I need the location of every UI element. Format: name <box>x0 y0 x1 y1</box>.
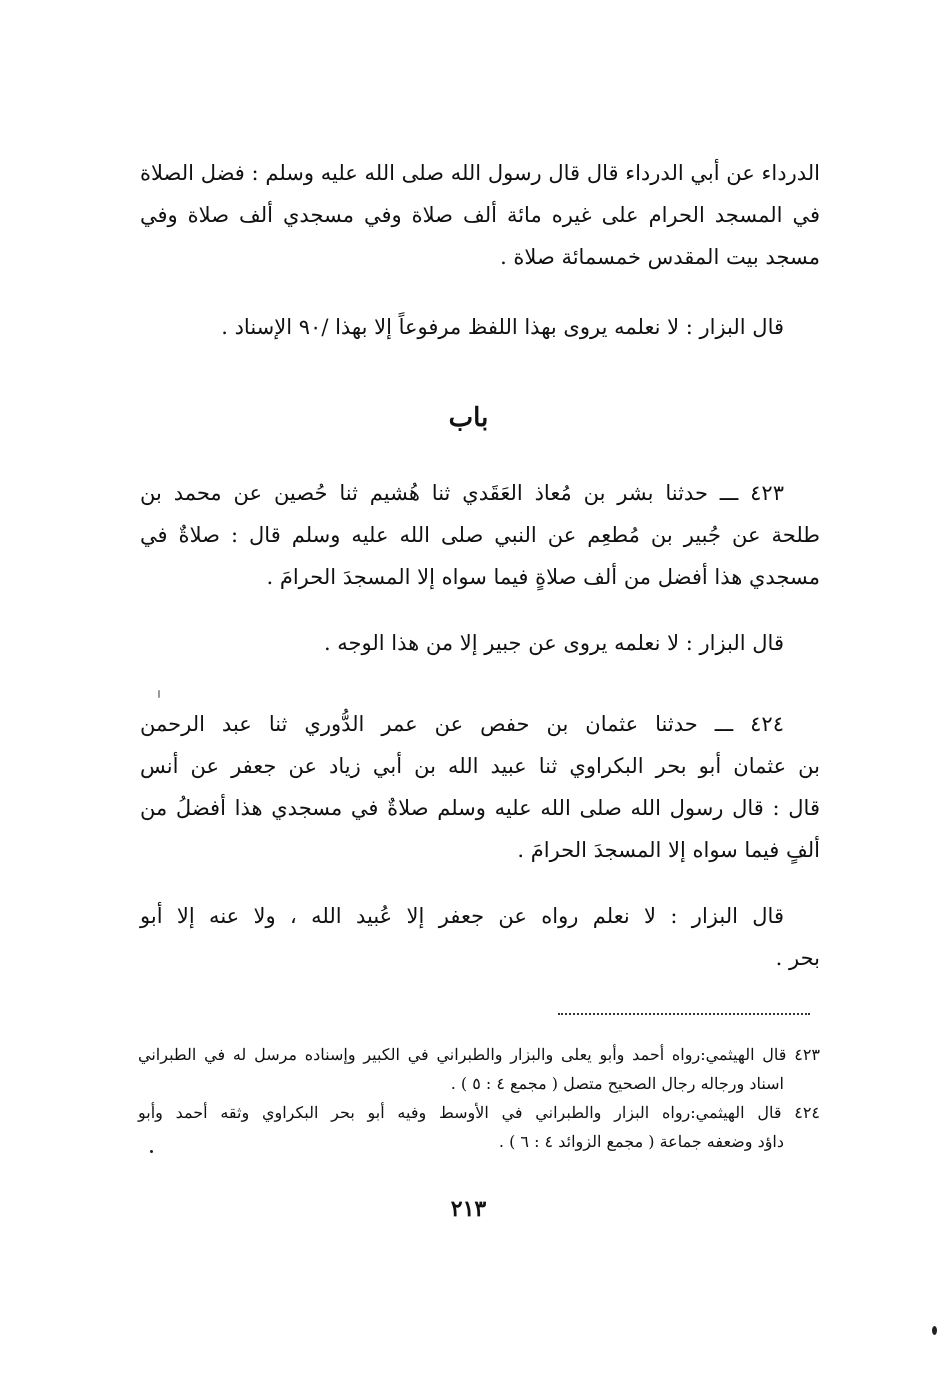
scan-speck <box>932 1326 937 1335</box>
paragraph-bazzar-comment-1 <box>140 306 820 348</box>
text-line: ٤٢٤ ـــ حدثنا عثمان بن حفص عن عمر الدُّوري ثنا عبد الرحمن <box>140 712 784 736</box>
page-number: ٢١٣ <box>450 1196 487 1222</box>
footnote-divider <box>558 1013 810 1015</box>
footnote-423 <box>138 1040 820 1098</box>
text-line: بن عثمان أبو بحر البكراوي ثنا عبيد الله بن أبي زياد عن جعفر عن أنس <box>140 754 820 778</box>
footnote-line: ٤٢٤ قال الهيثمي:رواه البزار والطبراني في الأوسط وفيه أبو بحر البكراوي وثقه أحمد وأبو <box>138 1103 820 1122</box>
text-line: طلحة عن جُبير بن مُطعِم عن النبي صلى الله عليه وسلم قال : صلاةٌ في <box>140 523 820 547</box>
paragraph-hadith-continuation <box>140 152 820 278</box>
text-line: بحر . <box>775 946 820 970</box>
footnotes <box>138 1040 820 1156</box>
text-line: قال : قال رسول الله صلى الله عليه وسلم صلاةٌ في مسجدي هذا أفضلُ من <box>140 796 820 820</box>
text-line: قال البزار : لا نعلمه يروى عن جبير إلا من هذا الوجه . <box>323 631 784 655</box>
text-line: قال البزار : لا نعلم رواه عن جعفر إلا عُبيد الله ، ولا عنه إلا أبو <box>140 904 784 928</box>
hadith-424 <box>140 703 820 871</box>
text-line: قال البزار : لا نعلمه يروى بهذا اللفظ مرفوعاً إلا بهذا /٩٠ الإسناد . <box>221 315 784 339</box>
hadith-423 <box>140 472 820 598</box>
text-line: مسجد بيت المقدس خمسمائة صلاة . <box>500 245 820 269</box>
text-line: في المسجد الحرام على غيره مائة ألف صلاة وفي مسجدي ألف صلاة وفي <box>140 203 820 227</box>
text-line: ألفٍ فيما سواه إلا المسجدَ الحرامَ . <box>517 838 820 862</box>
scan-speck <box>150 1150 153 1153</box>
section-heading: باب <box>448 403 489 433</box>
text-line: مسجدي هذا أفضل من ألف صلاةٍ فيما سواه إلا المسجدَ الحرامَ . <box>266 565 820 589</box>
footnote-line: اسناد ورجاله رجال الصحيح متصل ( مجمع ٤ : ٥ ) . <box>450 1074 784 1093</box>
footnote-424 <box>138 1098 820 1156</box>
bazzar-comment-424 <box>140 895 820 979</box>
bazzar-comment-423 <box>140 622 820 664</box>
footnote-line: داؤد وضعفه جماعة ( مجمع الزوائد ٤ : ٦ ) . <box>498 1132 784 1151</box>
footnote-line: ٤٢٣ قال الهيثمي:رواه أحمد وأبو يعلى والبزار والطبراني في الكبير وإسناده مرسل له في الطبراني <box>138 1045 820 1064</box>
text-line: ٤٢٣ ـــ حدثنا بشر بن مُعاذ العَقَدي ثنا هُشيم ثنا حُصين عن محمد بن <box>140 481 784 505</box>
scan-speck <box>158 690 160 698</box>
text-line: الدرداء عن أبي الدرداء قال قال رسول الله صلى الله عليه وسلم : فضل الصلاة <box>140 161 820 185</box>
